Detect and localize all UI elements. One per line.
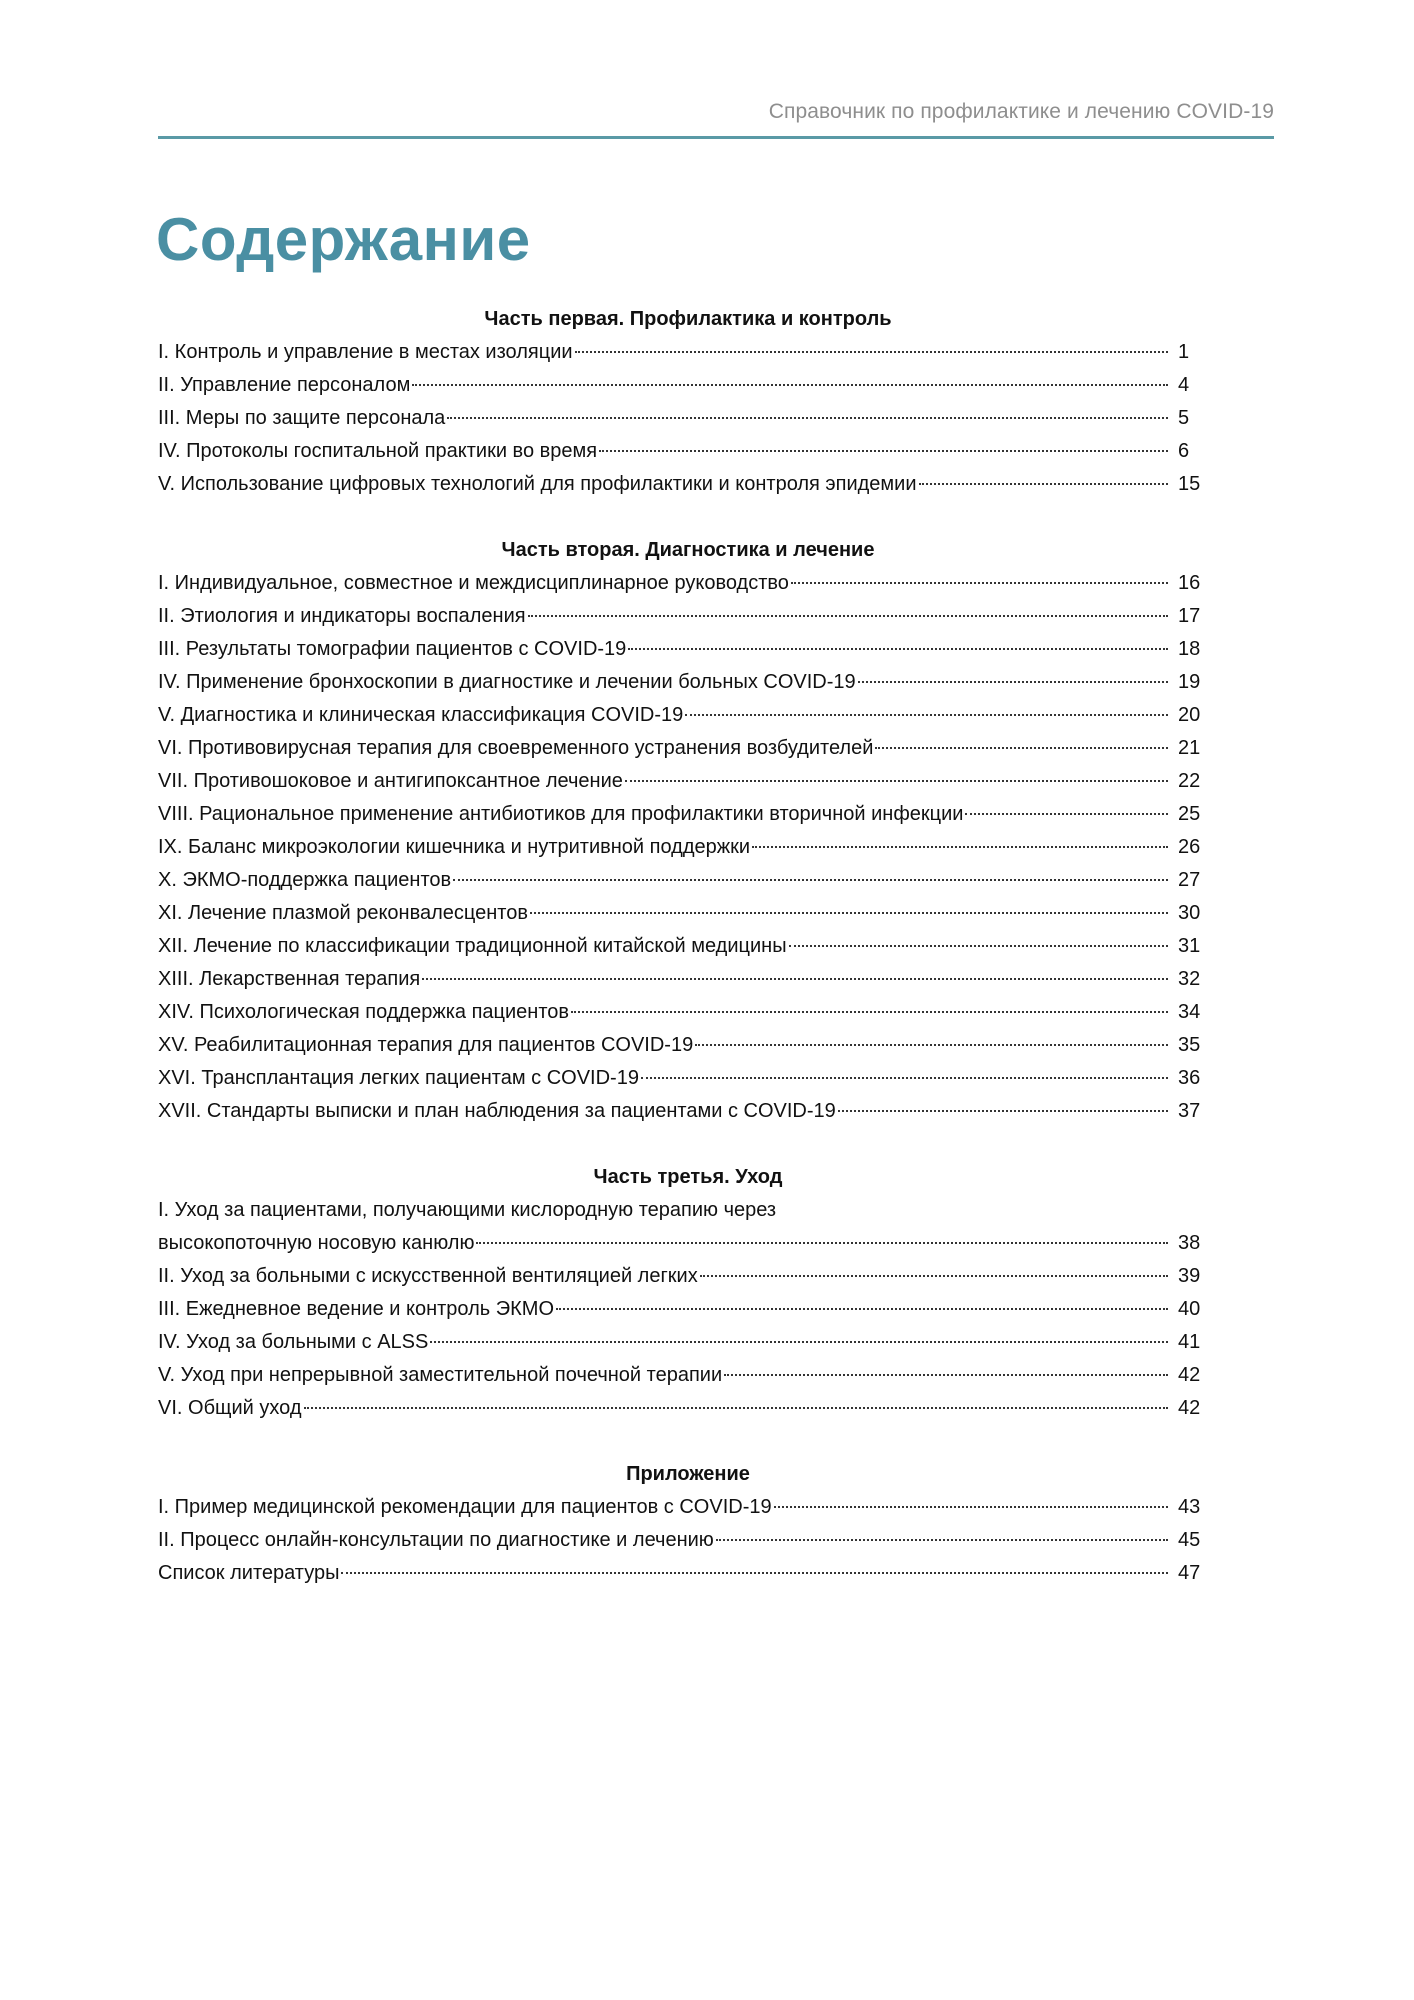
section-heading: Часть первая. Профилактика и контроль: [484, 308, 892, 330]
dot-leader: [530, 912, 1168, 914]
dot-leader: [447, 417, 1168, 419]
page-number: 20: [1178, 704, 1201, 726]
dot-leader: [341, 1572, 1168, 1574]
page-number: 34: [1178, 1001, 1201, 1023]
entry-title: высокопоточную носовую канюлю: [158, 1232, 475, 1254]
page-number: 35: [1178, 1034, 1201, 1056]
toc-entry[interactable]: [158, 1029, 1218, 1062]
dot-leader: [575, 351, 1168, 353]
entry-title: XV. Реабилитационная терапия для пациентов COVID-19: [158, 1034, 694, 1056]
page-number: 40: [1178, 1298, 1201, 1320]
dot-leader: [858, 681, 1168, 683]
toc-entry-line1[interactable]: [158, 1194, 1218, 1227]
page-number: 21: [1178, 737, 1201, 759]
toc-entry[interactable]: [158, 1293, 1218, 1326]
toc-entry[interactable]: [158, 1392, 1218, 1425]
section-heading: Часть третья. Уход: [593, 1166, 783, 1188]
toc-entry[interactable]: [158, 930, 1218, 963]
dot-leader: [716, 1539, 1168, 1541]
entry-title: II. Уход за больными с искусственной вентиляцией легких: [158, 1265, 698, 1287]
dot-leader: [625, 780, 1168, 782]
toc-entry[interactable]: [158, 633, 1218, 666]
entry-title: X. ЭКМО-поддержка пациентов: [158, 869, 452, 891]
toc-entry[interactable]: [158, 1524, 1218, 1557]
entry-title: I. Контроль и управление в местах изоляции: [158, 341, 573, 363]
dot-leader: [700, 1275, 1168, 1277]
page-number: 26: [1178, 836, 1201, 858]
entry-title: IX. Баланс микроэкологии кишечника и нутритивной поддержки: [158, 836, 751, 858]
page-number: 36: [1178, 1067, 1201, 1089]
entry-title: II. Управление персоналом: [158, 374, 411, 396]
running-header: Справочник по профилактике и лечению COVID-19: [768, 100, 1274, 123]
entry-title: IV. Протоколы госпитальной практики во время: [158, 440, 598, 462]
toc-section-part2: [158, 534, 1218, 1128]
page-number: 18: [1178, 638, 1201, 660]
section-heading: Часть вторая. Диагностика и лечение: [501, 539, 875, 561]
page-number: 38: [1178, 1232, 1201, 1254]
dot-leader: [965, 813, 1168, 815]
toc-entry[interactable]: [158, 1491, 1218, 1524]
entry-title: XIV. Психологическая поддержка пациентов: [158, 1001, 570, 1023]
entry-title: IV. Применение бронхоскопии в диагностике и лечении больных COVID-19: [158, 671, 856, 693]
dot-leader: [476, 1242, 1168, 1244]
entry-title: XIII. Лекарственная терапия: [158, 968, 421, 990]
page-number: 32: [1178, 968, 1201, 990]
page-number: 42: [1178, 1364, 1201, 1386]
entry-title: V. Диагностика и клиническая классификация COVID-19: [158, 704, 684, 726]
toc-entry[interactable]: [158, 732, 1218, 765]
toc-entry[interactable]: [158, 336, 1218, 369]
entry-title: II. Этиология и индикаторы воспаления: [158, 605, 526, 627]
dot-leader: [875, 747, 1168, 749]
page-number: 41: [1178, 1331, 1201, 1353]
entry-title: VI. Общий уход: [158, 1397, 302, 1419]
page-title: Содержание: [156, 206, 531, 273]
toc-entry[interactable]: [158, 798, 1218, 831]
toc-entry[interactable]: [158, 699, 1218, 732]
page-number: 17: [1178, 605, 1201, 627]
toc-section-appendix: [158, 1458, 1218, 1590]
dot-leader: [556, 1308, 1168, 1310]
dot-leader: [695, 1044, 1168, 1046]
page-number: 15: [1178, 473, 1201, 495]
section-heading: Приложение: [626, 1463, 750, 1485]
toc-entry[interactable]: [158, 996, 1218, 1029]
toc-entry[interactable]: [158, 1227, 1218, 1260]
page-number: 30: [1178, 902, 1201, 924]
dot-leader: [919, 483, 1168, 485]
dot-leader: [774, 1506, 1168, 1508]
page-number: 19: [1178, 671, 1201, 693]
toc-entry[interactable]: [158, 369, 1218, 402]
table-of-contents: [158, 303, 1218, 1623]
toc-entry[interactable]: [158, 765, 1218, 798]
page-number: 39: [1178, 1265, 1201, 1287]
dot-leader: [528, 615, 1168, 617]
toc-entry[interactable]: [158, 963, 1218, 996]
page-number: 27: [1178, 869, 1201, 891]
page-number: 6: [1178, 440, 1190, 462]
toc-entry[interactable]: [158, 666, 1218, 699]
dot-leader: [422, 978, 1168, 980]
toc-section-part3: [158, 1161, 1218, 1425]
toc-entry[interactable]: [158, 1260, 1218, 1293]
toc-entry[interactable]: [158, 402, 1218, 435]
dot-leader: [453, 879, 1168, 881]
dot-leader: [789, 945, 1168, 947]
dot-leader: [304, 1407, 1168, 1409]
toc-entry[interactable]: [158, 1557, 1218, 1590]
entry-title: VII. Противошоковое и антигипоксантное лечение: [158, 770, 623, 792]
dot-leader: [599, 450, 1168, 452]
dot-leader: [571, 1011, 1168, 1013]
dot-leader: [641, 1077, 1168, 1079]
toc-entry[interactable]: [158, 897, 1218, 930]
page-number: 37: [1178, 1100, 1201, 1122]
page-number: 31: [1178, 935, 1201, 957]
entry-title: VIII. Рациональное применение антибиотиков для профилактики вторичной инфекции: [158, 803, 964, 825]
entry-title: II. Процесс онлайн-консультации по диагностике и лечению: [158, 1529, 714, 1551]
dot-leader: [724, 1374, 1168, 1376]
dot-leader: [430, 1341, 1168, 1343]
toc-entry[interactable]: [158, 1095, 1218, 1128]
entry-title: XVII. Стандарты выписки и план наблюдения за пациентами с COVID-19: [158, 1100, 836, 1122]
page-number: 45: [1178, 1529, 1201, 1551]
entry-title: IV. Уход за больными с ALSS: [158, 1331, 429, 1353]
page-number: 43: [1178, 1496, 1201, 1518]
entry-title: XI. Лечение плазмой реконвалесцентов: [158, 902, 528, 924]
entry-title: V. Использование цифровых технологий для профилактики и контроля эпидемии: [158, 473, 917, 495]
entry-title: V. Уход при непрерывной заместительной почечной терапии: [158, 1364, 723, 1386]
page-number: 47: [1178, 1562, 1201, 1584]
toc-entry[interactable]: [158, 1326, 1218, 1359]
entry-title: III. Ежедневное ведение и контроль ЭКМО: [158, 1298, 554, 1320]
toc-section-part1: [158, 303, 1218, 501]
page-number: 5: [1178, 407, 1190, 429]
toc-entry[interactable]: [158, 864, 1218, 897]
toc-entry[interactable]: [158, 435, 1218, 468]
page-number: 4: [1178, 374, 1190, 396]
entry-title: VI. Противовирусная терапия для своевременного устранения возбудителей: [158, 737, 874, 759]
dot-leader: [628, 648, 1168, 650]
entry-title: I. Уход за пациентами, получающими кислородную терапию через: [158, 1199, 777, 1221]
entry-title: III. Результаты томографии пациентов с COVID-19: [158, 638, 627, 660]
entry-title: I. Индивидуальное, совместное и междисциплинарное руководство: [158, 572, 789, 594]
toc-entry[interactable]: [158, 468, 1218, 501]
entry-title: Список литературы: [158, 1562, 340, 1584]
toc-entry[interactable]: [158, 831, 1218, 864]
dot-leader: [685, 714, 1168, 716]
entry-title: XVI. Трансплантация легких пациентам с COVID-19: [158, 1067, 639, 1089]
entry-title: XII. Лечение по классификации традиционной китайской медицины: [158, 935, 787, 957]
entry-title: I. Пример медицинской рекомендации для пациентов с COVID-19: [158, 1496, 772, 1518]
page-number: 22: [1178, 770, 1201, 792]
dot-leader: [412, 384, 1168, 386]
entry-title: III. Меры по защите персонала: [158, 407, 446, 429]
page-number: 1: [1178, 341, 1190, 363]
toc-entry[interactable]: [158, 1359, 1218, 1392]
page-number: 16: [1178, 572, 1201, 594]
page-number: 25: [1178, 803, 1201, 825]
page-number: 42: [1178, 1397, 1201, 1419]
header-rule: [158, 136, 1274, 139]
toc-entry[interactable]: [158, 567, 1218, 600]
toc-entry[interactable]: [158, 1062, 1218, 1095]
dot-leader: [752, 846, 1168, 848]
toc-entry[interactable]: [158, 600, 1218, 633]
dot-leader: [791, 582, 1168, 584]
dot-leader: [838, 1110, 1168, 1112]
